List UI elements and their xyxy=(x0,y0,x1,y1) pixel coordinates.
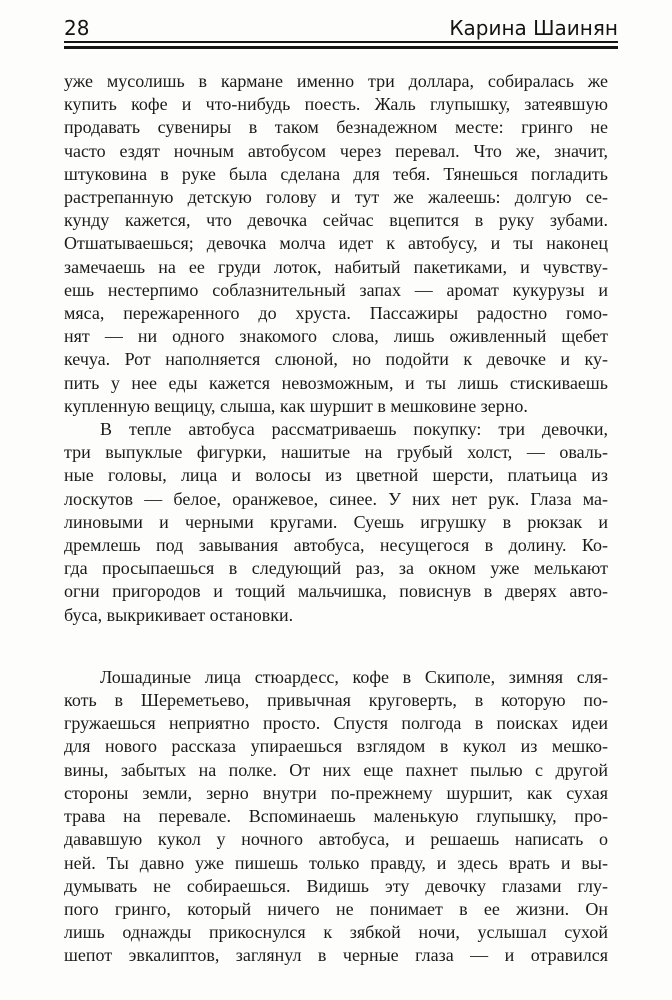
text-line: буса, выкрикивает остановки. xyxy=(64,604,294,625)
text-line: думывать не собираешься. Видишь эту девочку глазами глу- xyxy=(64,875,608,896)
text-line: кунду кажется, что девочка сейчас вцепится в руку зубами. xyxy=(64,210,608,231)
text-line: лоскутов — белое, оранжевое, синее. У них нет рук. Глаза ма- xyxy=(64,488,608,509)
text-line: ней. Ты давно уже пишешь только правду, и здесь врать и вы- xyxy=(64,852,608,873)
text-line: дремлешь под завывания автобуса, несущегося в долину. Ко- xyxy=(64,535,608,556)
paragraph xyxy=(64,418,608,627)
text-line: часто ездят ночным автобусом через перевал. Что же, значит, xyxy=(64,140,608,161)
paragraph xyxy=(64,666,608,968)
text-line: уже мусолишь в кармане именно три доллара, собиралась же xyxy=(64,71,608,91)
text-line: три выпуклые фигурки, нашитые на грубый холст, — оваль- xyxy=(64,442,608,463)
text-line: мяса, пережаренного до хруста. Пассажиры радостно гомо- xyxy=(64,303,608,324)
text-line: стороны земли, зерно внутри по-прежнему шуршит, как сухая xyxy=(64,782,608,803)
text-line: коть в Шереметьево, привычная круговерть, в которую по- xyxy=(64,690,608,711)
text-line: ные головы, лица и волосы из цветной шерсти, платьица из xyxy=(64,465,608,486)
text-line: трава на перевале. Вспоминаешь маленькую глупышку, про- xyxy=(64,806,608,827)
header-rule-thick xyxy=(64,46,618,49)
text-line: В тепле автобуса рассматриваешь покупку: три девочки, xyxy=(100,419,608,440)
paragraph xyxy=(64,70,608,418)
text-line: Лошадиные лица стюардесс, кофе в Скиполе, зимняя сля- xyxy=(100,666,608,687)
text-line: купленную вещицу, слыша, как шуршит в мешковине зерно. xyxy=(64,395,528,416)
text-line: лишь однажды прикоснулся к зябкой ночи, услышал сухой xyxy=(64,922,608,943)
text-line: нят — ни одного знакомого слова, лишь оживленный щебет xyxy=(64,326,608,347)
text-line: для нового рассказа упираешься взглядом в кукол из мешко- xyxy=(64,736,608,757)
page-body xyxy=(64,70,608,968)
text-line: купить кофе и что-нибудь поесть. Жаль глупышку, затеявшую xyxy=(64,94,608,115)
header-rule-thin xyxy=(64,41,618,43)
text-line: кечуа. Рот наполняется слюной, но подойти к девочке и ку- xyxy=(64,349,608,370)
text-line: пить у нее еды кажется невозможным, и ты лишь стискиваешь xyxy=(64,372,608,393)
text-line: ешь нестерпимо соблазнительный запах — аромат кукурузы и xyxy=(64,279,608,300)
text-line: продавать сувениры в таком безнадежном месте: гринго не xyxy=(64,117,608,138)
text-line: вины, забытых на полке. От них еще пахнет пылью с другой xyxy=(64,759,608,780)
text-line: шепот эвкалиптов, заглянул в черные глаза — и отравился xyxy=(64,945,608,966)
text-line: Отшатываешься; девочка молча идет к автобусу, и ты наконец xyxy=(64,233,608,254)
text-line: замечаешь на ее груди лоток, набитый пакетиками, и чувству- xyxy=(64,256,608,277)
text-line: огни пригородов и тощий мальчишка, повиснув в дверях авто- xyxy=(64,581,608,602)
text-line: пого гринго, который ничего не понимает в ее жизни. Он xyxy=(64,898,608,919)
running-title: Карина Шаинян xyxy=(449,16,618,40)
page-header xyxy=(0,0,672,49)
text-line: гружаешься неприятно просто. Спустя полгода в поисках идеи xyxy=(64,713,608,734)
text-line: растрепанную детскую голову и тут же жалеешь: долгую се- xyxy=(64,187,608,208)
text-line: гда просыпаешься в следующий раз, за окном уже мелькают xyxy=(64,558,608,579)
page-number: 28 xyxy=(64,16,90,40)
text-line: линовыми и черными кругами. Суешь игрушку в рюкзак и xyxy=(64,511,608,532)
text-line: штуковина в руке была сделана для тебя. Тянешься погладить xyxy=(64,163,608,184)
text-line: дававшую кукол у ночного автобуса, и решаешь написать о xyxy=(64,829,608,850)
running-head-row xyxy=(64,16,618,40)
